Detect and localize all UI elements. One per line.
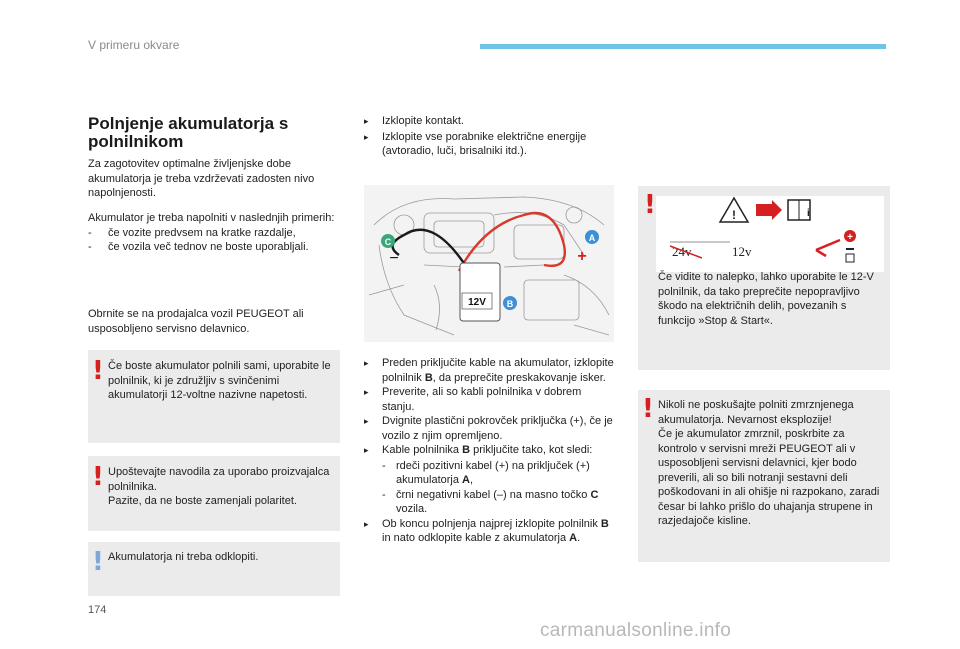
list-item: ▸ Preverite, ali so kabli polnilnika v dobrem stanju.	[364, 386, 582, 413]
page-number: 174	[88, 604, 107, 616]
list-item: ▸ Izklopite vse porabnike električne energije (avtoradio, luči, brisalniki itd.).	[364, 130, 587, 157]
list-item: - če vozila več tednov ne boste uporabljali.	[88, 241, 309, 253]
warning-box-compatible	[88, 350, 340, 443]
list-item: ▸ Dvignite plastični pokrovček priključka (+), če je vozilo z njim opremljeno.	[364, 415, 613, 442]
charger-label: 12V	[468, 297, 486, 308]
header-accent-bar	[480, 44, 886, 49]
warning-icon: !	[92, 462, 104, 492]
charger-connection-illustration	[364, 185, 614, 342]
warning-icon: !	[92, 356, 104, 386]
dealer-note: Obrnite se na prodajalca vozil PEUGEOT ali usposobljeno servisno delavnico.	[88, 308, 304, 335]
page-title: Polnjenje akumulatorja s polnilnikom	[88, 114, 289, 151]
list-item: ▸ Preden priključite kable na akumulator, izklopite polnilnik B, da preprečite preskakovanje isker.	[364, 357, 614, 384]
sub-item: - črni negativni kabel (–) na masno točko C vozila.	[382, 488, 599, 515]
warning-text: Upoštevajte navodila za uporabo proizvajalca polnilnika. Pazite, da ne boste zamenjali polaritet.	[108, 466, 330, 507]
triangle-warning-icon: !	[732, 208, 736, 222]
intro-paragraph: Za zagotovitev optimalne življenjske dobe akumulatorja je treba vzdrževati zadosten nivo napolnjenosti.	[88, 158, 315, 199]
svg-text:+: +	[847, 232, 853, 243]
info-text: Akumulatorja ni treba odklopiti.	[108, 551, 259, 563]
sticker-text: Če vidite to nalepko, lahko uporabite le 12-V polnilnik, da tako preprečite nepopravljivo škodo na električnih delih, povezanih s funkcijo »Stop & Start«.	[658, 271, 874, 327]
sticker-image	[656, 196, 884, 272]
warning-box-instructions	[88, 456, 340, 531]
warning-icon: !	[642, 394, 654, 424]
steps-bottom	[364, 356, 616, 546]
section-title: V primeru okvare	[88, 38, 180, 52]
label-24v: 24v	[672, 244, 692, 259]
sub-item: - rdeči pozitivni kabel (+) na priključek (+) akumulatorja A,	[382, 459, 590, 486]
warning-text: Če boste akumulator polnili sami, uporabite le polnilnik, ki je združljiv s svinčenimi akumulatorji 12-voltne nazivne napetosti.	[108, 360, 331, 401]
info-icon: !	[92, 547, 104, 577]
list-item: ▸ Ob koncu polnjenja najprej izklopite polnilnik B in nato odklopite kable z akumulatorja A.	[364, 517, 609, 544]
freeze-text: Nikoli ne poskušajte polniti zmrznjenega akumulatorja. Nevarnost eksplozije! Če je akumulator zmrznil, poskrbite za kontrolo v servisni mreži PEUGEOT ali v usposobljeni servisni delavnici, kjer bodo preverili, ali so bili notranji sestavni deli poškodovani in ali ohišje ni razpokano, zaradi česar bi lahko prišlo do uhajanja strupene in razjedajoče kisline.	[658, 399, 880, 527]
label-a: A	[588, 233, 596, 243]
list-item: ▸ Kable polnilnika B priključite tako, kot sledi:	[364, 444, 593, 456]
sticker-warning-box	[638, 186, 890, 370]
list-item: - če vozite predvsem na kratke razdalje,	[88, 226, 296, 239]
label-b: B	[506, 299, 514, 309]
stop-start-sticker	[656, 196, 884, 272]
charge-conditions-lead: Akumulator je treba napolniti v naslednjih primerih:	[88, 212, 335, 224]
svg-text:i: i	[807, 208, 810, 219]
warning-icon: !	[644, 190, 656, 220]
steps-top	[364, 114, 614, 159]
minus-terminal: −	[389, 250, 399, 267]
label-12v: 12v	[732, 244, 752, 259]
label-c: C	[384, 237, 392, 247]
list-item: ▸ Izklopite kontakt.	[364, 115, 464, 127]
charge-conditions	[88, 211, 338, 255]
engine-bay-drawing	[364, 185, 614, 342]
watermark-link[interactable]: carmanualsonline.info	[540, 620, 732, 641]
info-box-no-disconnect	[88, 542, 340, 596]
plus-terminal: +	[577, 248, 587, 265]
freeze-warning-box	[638, 390, 890, 562]
